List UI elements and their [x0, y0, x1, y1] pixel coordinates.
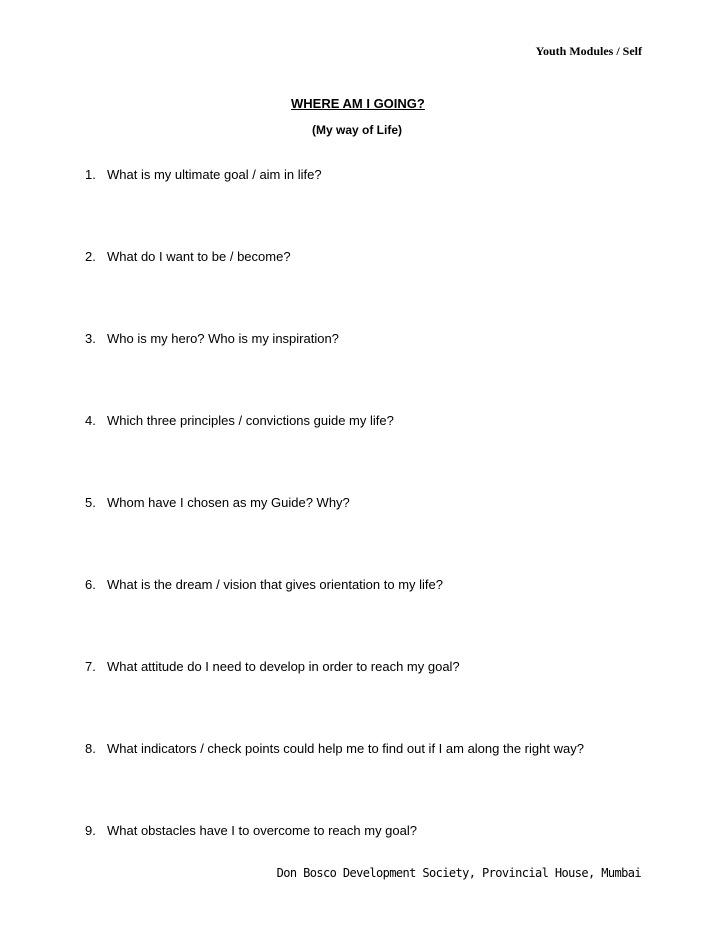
question-number: 4.	[85, 413, 96, 428]
question-number: 8.	[85, 741, 96, 756]
question-item-6	[85, 577, 443, 592]
question-text: What obstacles have I to overcome to reach my goal?	[107, 823, 417, 838]
page-title-container	[291, 95, 425, 113]
question-number: 2.	[85, 249, 96, 264]
question-text: What is my ultimate goal / aim in life?	[107, 167, 322, 182]
question-item-1	[85, 167, 322, 182]
page-title: WHERE AM I GOING?	[291, 96, 425, 111]
question-item-4	[85, 413, 394, 428]
question-text: Who is my hero? Who is my inspiration?	[107, 331, 339, 346]
question-number: 9.	[85, 823, 96, 838]
question-text: What indicators / check points could help me to find out if I am along the right way?	[107, 741, 584, 756]
question-number: 6.	[85, 577, 96, 592]
question-text: What is the dream / vision that gives orientation to my life?	[107, 577, 443, 592]
page-subtitle-container	[312, 121, 402, 139]
question-item-5	[85, 495, 350, 510]
question-text: Which three principles / convictions guide my life?	[107, 413, 394, 428]
question-item-9	[85, 823, 417, 838]
question-text: Whom have I chosen as my Guide? Why?	[107, 495, 350, 510]
header-module-label: Youth Modules / Self	[535, 44, 642, 58]
page-footer: Don Bosco Development Society, Provincial House, Mumbai	[276, 866, 641, 880]
question-item-3	[85, 331, 339, 346]
question-number: 5.	[85, 495, 96, 510]
question-text: What do I want to be / become?	[107, 249, 291, 264]
question-number: 3.	[85, 331, 96, 346]
question-item-7	[85, 659, 460, 674]
question-number: 7.	[85, 659, 96, 674]
question-text: What attitude do I need to develop in order to reach my goal?	[107, 659, 460, 674]
question-item-8	[85, 741, 584, 756]
question-number: 1.	[85, 167, 96, 182]
question-item-2	[85, 249, 291, 264]
page-subtitle: (My way of Life)	[312, 123, 403, 137]
